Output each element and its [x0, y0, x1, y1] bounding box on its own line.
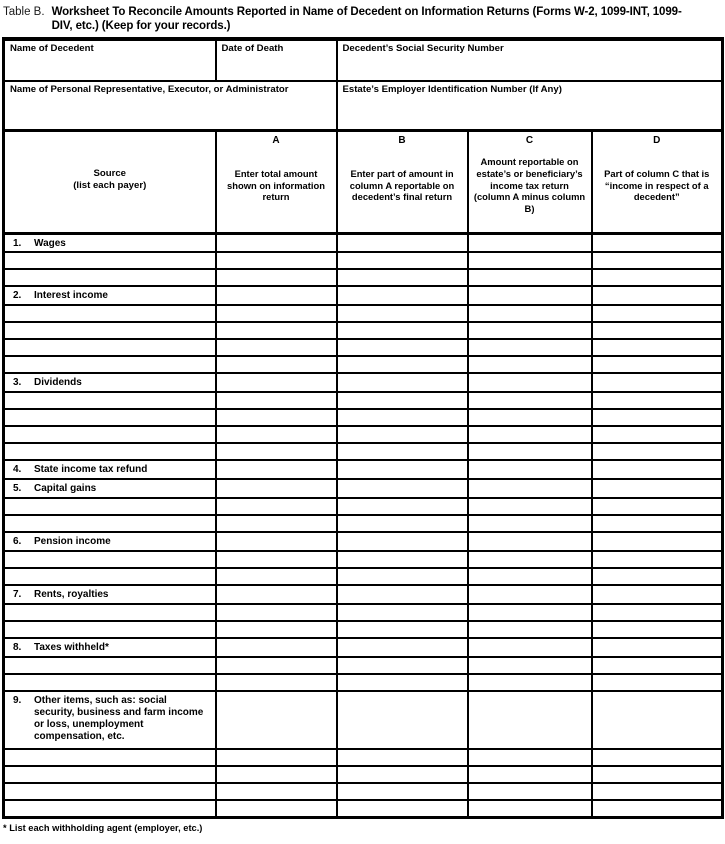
amount-cell-a: [216, 638, 337, 657]
date-of-death-field: [216, 39, 337, 81]
amount-cell-c: [468, 305, 592, 322]
amount-cell-d: [592, 498, 723, 515]
name-of-decedent-label: Name of Decedent: [10, 43, 94, 54]
amount-cell-b: [337, 286, 468, 305]
amount-cell-c: [468, 515, 592, 532]
amount-cell-d: [592, 443, 723, 460]
amount-cell-b: [337, 657, 468, 674]
amount-cell-a: [216, 498, 337, 515]
info-row-1: [4, 39, 723, 81]
amount-cell-c: [468, 638, 592, 657]
category-row-1: [4, 233, 723, 252]
item-label: State income tax refund: [34, 464, 148, 475]
payer-entry-row: [4, 443, 723, 460]
table-title: [3, 6, 722, 33]
source-label-cell-7: [4, 585, 216, 604]
category-row-2: [4, 286, 723, 305]
payer-entry-row: [4, 426, 723, 443]
column-letter-d: D: [653, 134, 661, 146]
item-number: 7.: [13, 589, 22, 600]
amount-cell-c: [468, 585, 592, 604]
column-header-d: [592, 130, 723, 233]
item-number: 4.: [13, 464, 22, 475]
payer-entry-row: [4, 621, 723, 638]
payer-name-cell: [4, 621, 216, 638]
payer-entry-row: [4, 269, 723, 286]
payer-entry-row: [4, 783, 723, 800]
amount-cell-c: [468, 783, 592, 800]
amount-cell-c: [468, 800, 592, 817]
amount-cell-b: [337, 551, 468, 568]
payer-name-cell: [4, 339, 216, 356]
amount-cell-a: [216, 252, 337, 269]
amount-cell-b: [337, 269, 468, 286]
amount-cell-d: [592, 657, 723, 674]
amount-cell-a: [216, 551, 337, 568]
payer-entry-row: [4, 305, 723, 322]
category-row-9: [4, 691, 723, 749]
amount-cell-c: [468, 657, 592, 674]
amount-cell-b: [337, 426, 468, 443]
amount-cell-a: [216, 409, 337, 426]
column-header-source: [4, 130, 216, 233]
item-label: Taxes withheld*: [34, 642, 109, 653]
estate-ein-label: Estate’s Employer Identification Number (If Any): [342, 84, 562, 95]
payer-name-cell: [4, 674, 216, 691]
amount-cell-a: [216, 749, 337, 766]
amount-cell-c: [468, 286, 592, 305]
amount-cell-c: [468, 568, 592, 585]
column-letter-c: C: [525, 134, 534, 146]
amount-cell-d: [592, 766, 723, 783]
amount-cell-c: [468, 766, 592, 783]
amount-cell-c: [468, 532, 592, 551]
amount-cell-b: [337, 479, 468, 498]
column-header-a: [216, 130, 337, 233]
item-number: 2.: [13, 290, 22, 301]
amount-cell-b: [337, 409, 468, 426]
amount-cell-b: [337, 460, 468, 479]
amount-cell-b: [337, 800, 468, 817]
source-label-cell-2: [4, 286, 216, 305]
amount-cell-d: [592, 674, 723, 691]
amount-cell-b: [337, 691, 468, 749]
amount-cell-b: [337, 392, 468, 409]
amount-cell-d: [592, 479, 723, 498]
category-row-8: [4, 638, 723, 657]
item-number: 1.: [13, 237, 22, 249]
item-label: Other items, such as: social security, business and farm income or loss, unemployment compensation, etc.: [34, 695, 204, 742]
amount-cell-a: [216, 783, 337, 800]
amount-cell-d: [592, 392, 723, 409]
payer-name-cell: [4, 498, 216, 515]
amount-cell-d: [592, 800, 723, 817]
payer-name-cell: [4, 749, 216, 766]
amount-cell-b: [337, 766, 468, 783]
column-header-b: [337, 130, 468, 233]
decedent-ssn-label: Decedent’s Social Security Number: [342, 43, 504, 54]
amount-cell-d: [592, 621, 723, 638]
amount-cell-b: [337, 373, 468, 392]
amount-cell-b: [337, 532, 468, 551]
column-desc-a: Enter total amount shown on information return: [227, 167, 325, 203]
amount-cell-a: [216, 766, 337, 783]
decedent-ssn-field: [337, 39, 723, 81]
amount-cell-a: [216, 479, 337, 498]
amount-cell-c: [468, 498, 592, 515]
source-label-cell-1: [4, 233, 216, 252]
payer-entry-row: [4, 657, 723, 674]
amount-cell-d: [592, 373, 723, 392]
source-header-line2: (list each payer): [73, 180, 147, 191]
source-header-line1: Source: [93, 168, 127, 179]
payer-name-cell: [4, 783, 216, 800]
payer-entry-row: [4, 749, 723, 766]
amount-cell-b: [337, 621, 468, 638]
column-desc-b: Enter part of amount in column A reportable on decedent’s final return: [349, 167, 455, 203]
amount-cell-b: [337, 498, 468, 515]
amount-cell-d: [592, 749, 723, 766]
amount-cell-d: [592, 638, 723, 657]
payer-name-cell: [4, 356, 216, 373]
payer-entry-row: [4, 339, 723, 356]
category-row-7: [4, 585, 723, 604]
category-row-4: [4, 460, 723, 479]
payer-entry-row: [4, 766, 723, 783]
amount-cell-d: [592, 783, 723, 800]
amount-cell-c: [468, 252, 592, 269]
payer-name-cell: [4, 305, 216, 322]
item-number: 9.: [13, 695, 22, 706]
amount-cell-b: [337, 674, 468, 691]
item-label: Interest income: [34, 290, 108, 301]
amount-cell-a: [216, 800, 337, 817]
amount-cell-a: [216, 621, 337, 638]
amount-cell-a: [216, 392, 337, 409]
amount-cell-d: [592, 233, 723, 252]
payer-name-cell: [4, 800, 216, 817]
amount-cell-a: [216, 286, 337, 305]
amount-cell-a: [216, 305, 337, 322]
amount-cell-c: [468, 443, 592, 460]
amount-cell-d: [592, 252, 723, 269]
amount-cell-c: [468, 460, 592, 479]
column-header-section: [4, 130, 723, 233]
item-label: Wages: [34, 237, 66, 249]
amount-cell-d: [592, 460, 723, 479]
payer-name-cell: [4, 766, 216, 783]
amount-cell-a: [216, 604, 337, 621]
amount-cell-d: [592, 515, 723, 532]
amount-cell-c: [468, 551, 592, 568]
amount-cell-c: [468, 339, 592, 356]
category-row-6: [4, 532, 723, 551]
table-title-text: Worksheet To Reconcile Amounts Reported in Name of Decedent on Information Returns (Forms W-2, 1099-INT, 1099-DIV, etc.) (Keep for your records.): [51, 6, 682, 32]
amount-cell-a: [216, 532, 337, 551]
source-label-cell-9: [4, 691, 216, 749]
column-letter-b: B: [398, 134, 406, 146]
payer-entry-row: [4, 392, 723, 409]
amount-cell-b: [337, 749, 468, 766]
amount-cell-a: [216, 233, 337, 252]
amount-cell-a: [216, 657, 337, 674]
item-label: Pension income: [34, 536, 111, 547]
info-section: [4, 39, 723, 130]
amount-cell-c: [468, 691, 592, 749]
item-label: Capital gains: [34, 483, 97, 494]
source-label-cell-6: [4, 532, 216, 551]
amount-cell-b: [337, 356, 468, 373]
amount-cell-d: [592, 356, 723, 373]
amount-cell-a: [216, 691, 337, 749]
amount-cell-b: [337, 443, 468, 460]
amount-cell-a: [216, 322, 337, 339]
amount-cell-d: [592, 568, 723, 585]
amount-cell-c: [468, 426, 592, 443]
payer-entry-row: [4, 356, 723, 373]
payer-name-cell: [4, 426, 216, 443]
amount-cell-a: [216, 515, 337, 532]
amount-cell-b: [337, 233, 468, 252]
payer-name-cell: [4, 657, 216, 674]
amount-cell-c: [468, 269, 592, 286]
personal-representative-label: Name of Personal Representative, Executor, or Administrator: [10, 84, 289, 95]
name-of-decedent-field: [4, 39, 216, 81]
column-desc-d: Part of column C that is “income in respect of a decedent”: [604, 167, 710, 203]
payer-name-cell: [4, 269, 216, 286]
amount-cell-d: [592, 604, 723, 621]
amount-cell-d: [592, 305, 723, 322]
amount-cell-c: [468, 409, 592, 426]
amount-cell-d: [592, 691, 723, 749]
footnote: * List each withholding agent (employer, etc.): [3, 822, 203, 833]
amount-cell-b: [337, 568, 468, 585]
column-header-row: [4, 130, 723, 233]
amount-cell-b: [337, 252, 468, 269]
item-number: 5.: [13, 483, 22, 494]
amount-cell-d: [592, 585, 723, 604]
amount-cell-b: [337, 638, 468, 657]
date-of-death-label: Date of Death: [221, 43, 284, 54]
payer-name-cell: [4, 604, 216, 621]
payer-name-cell: [4, 322, 216, 339]
amount-cell-b: [337, 515, 468, 532]
category-row-5: [4, 479, 723, 498]
payer-entry-row: [4, 604, 723, 621]
amount-cell-d: [592, 426, 723, 443]
payer-entry-row: [4, 322, 723, 339]
source-label-cell-5: [4, 479, 216, 498]
amount-cell-a: [216, 585, 337, 604]
info-row-2: [4, 81, 723, 130]
amount-cell-a: [216, 674, 337, 691]
payer-entry-row: [4, 551, 723, 568]
column-letter-a: A: [272, 134, 280, 146]
amount-cell-d: [592, 532, 723, 551]
amount-cell-d: [592, 551, 723, 568]
payer-name-cell: [4, 392, 216, 409]
amount-cell-d: [592, 286, 723, 305]
amount-cell-c: [468, 604, 592, 621]
payer-name-cell: [4, 443, 216, 460]
amount-cell-b: [337, 339, 468, 356]
item-number: 8.: [13, 642, 22, 653]
amount-cell-d: [592, 409, 723, 426]
amount-cell-c: [468, 479, 592, 498]
amount-cell-c: [468, 356, 592, 373]
payer-entry-row: [4, 674, 723, 691]
amount-cell-a: [216, 339, 337, 356]
payer-entry-row: [4, 498, 723, 515]
amount-cell-c: [468, 322, 592, 339]
amount-cell-c: [468, 621, 592, 638]
amount-cell-a: [216, 373, 337, 392]
source-label-cell-8: [4, 638, 216, 657]
table-title-prefix: Table B.: [3, 6, 45, 18]
payer-entry-row: [4, 515, 723, 532]
amount-cell-d: [592, 339, 723, 356]
amount-cell-c: [468, 674, 592, 691]
amount-cell-b: [337, 604, 468, 621]
amount-cell-b: [337, 305, 468, 322]
amount-cell-a: [216, 356, 337, 373]
payer-entry-row: [4, 568, 723, 585]
amount-cell-c: [468, 392, 592, 409]
payer-name-cell: [4, 568, 216, 585]
payer-name-cell: [4, 551, 216, 568]
amount-cell-a: [216, 426, 337, 443]
amount-cell-a: [216, 443, 337, 460]
item-number: 6.: [13, 536, 22, 547]
column-desc-c: Amount reportable on estate’s or beneficiary’s income tax return (column A minus column B): [473, 156, 586, 214]
payer-name-cell: [4, 515, 216, 532]
amount-cell-b: [337, 322, 468, 339]
amount-cell-c: [468, 373, 592, 392]
amount-cell-a: [216, 568, 337, 585]
payer-entry-row: [4, 409, 723, 426]
estate-ein-field: [337, 81, 723, 130]
amount-cell-a: [216, 269, 337, 286]
column-header-c: [468, 130, 592, 233]
reconciliation-worksheet-table: [2, 37, 724, 819]
item-number: 3.: [13, 377, 22, 388]
worksheet-body: [4, 233, 723, 817]
source-label-cell-3: [4, 373, 216, 392]
amount-cell-a: [216, 460, 337, 479]
item-label: Rents, royalties: [34, 589, 109, 600]
amount-cell-d: [592, 322, 723, 339]
amount-cell-d: [592, 269, 723, 286]
amount-cell-b: [337, 585, 468, 604]
amount-cell-c: [468, 749, 592, 766]
payer-entry-row: [4, 252, 723, 269]
payer-name-cell: [4, 409, 216, 426]
payer-name-cell: [4, 252, 216, 269]
item-label: Dividends: [34, 377, 82, 388]
amount-cell-c: [468, 233, 592, 252]
payer-entry-row: [4, 800, 723, 817]
source-label-cell-4: [4, 460, 216, 479]
category-row-3: [4, 373, 723, 392]
amount-cell-b: [337, 783, 468, 800]
personal-representative-field: [4, 81, 337, 130]
